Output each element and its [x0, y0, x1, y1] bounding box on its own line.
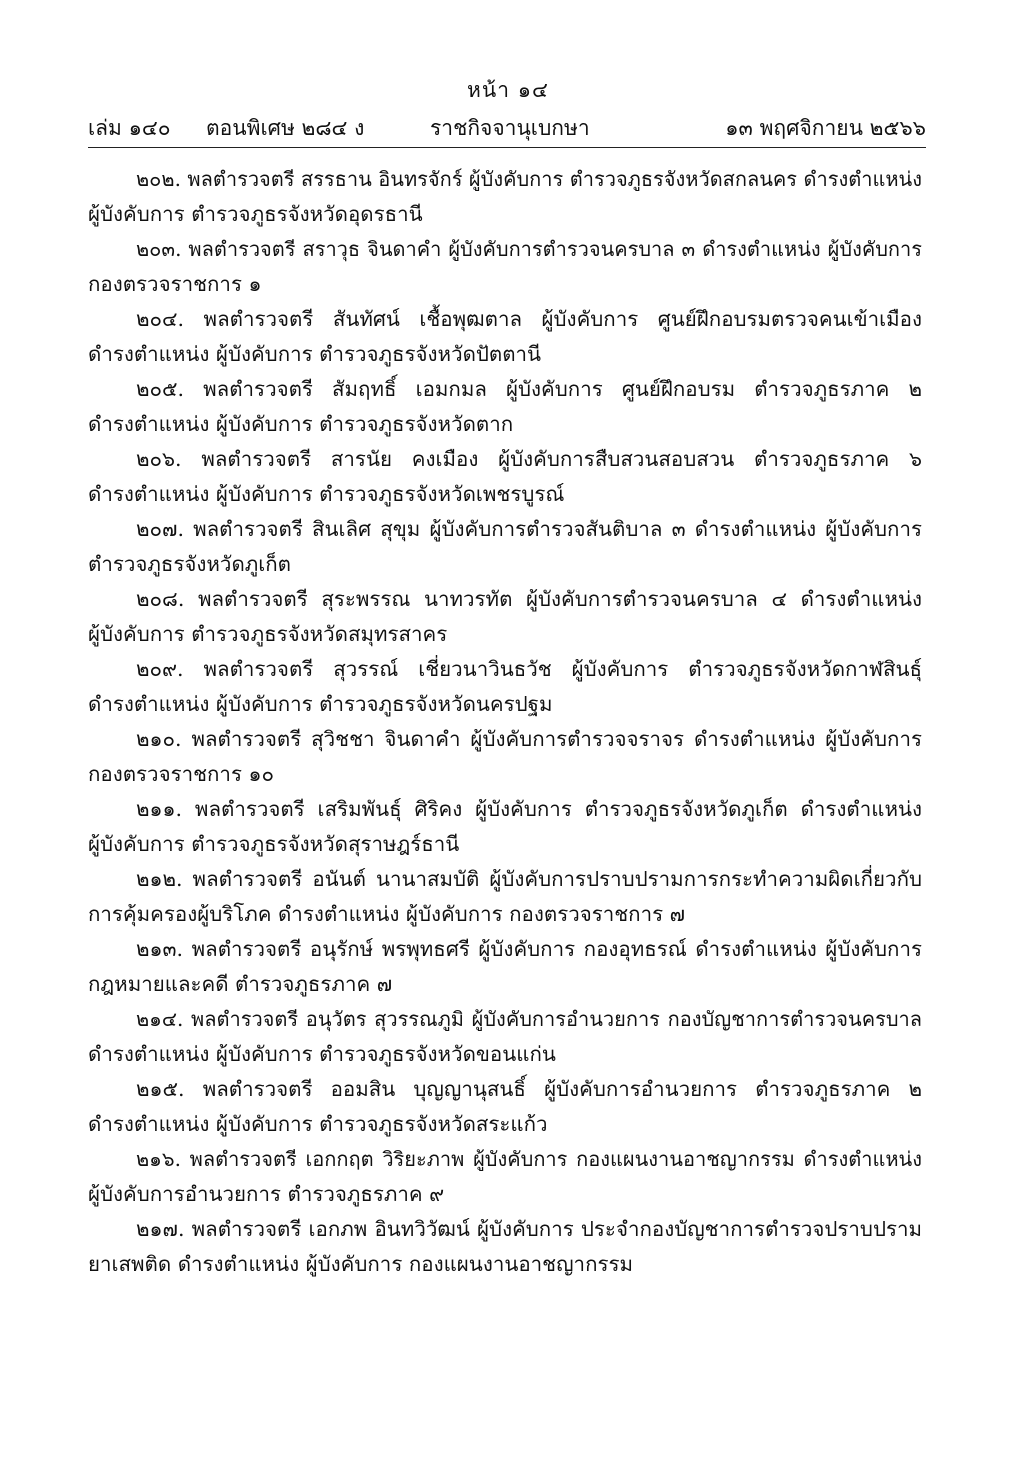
entry-continuation-line: กองตรวจราชการ ๑	[88, 272, 262, 296]
entry-continuation-line: ดำรงตำแหน่ง ผู้บังคับการ ตำรวจภูธรจังหวัดขอนแก่น	[88, 1042, 556, 1066]
appointment-entry	[88, 442, 922, 512]
entry-first-line: ๒๐๖. พลตำรวจตรี สารนัย คงเมือง ผู้บังคับการสืบสวนสอบสวน ตำรวจภูธรภาค ๖	[136, 447, 922, 471]
entry-continuation-line: ดำรงตำแหน่ง ผู้บังคับการ ตำรวจภูธรจังหวัดเพชรบูรณ์	[88, 482, 565, 506]
appointment-entry	[88, 582, 922, 652]
appointment-entry	[88, 1142, 922, 1212]
appointment-entry	[88, 372, 922, 442]
issue-label: ตอนพิเศษ ๒๘๔ ง	[206, 116, 365, 140]
publication-date: ๑๓ พฤศจิกายน ๒๕๖๖	[725, 116, 926, 140]
entry-first-line: ๒๐๕. พลตำรวจตรี สัมฤทธิ์ เอมกมล ผู้บังคับการ ศูนย์ฝึกอบรม ตำรวจภูธรภาค ๒	[136, 377, 922, 401]
publication-title: ราชกิจจานุเบกษา	[430, 116, 590, 140]
page-number: หน้า ๑๔	[467, 78, 549, 102]
entry-continuation-line: ตำรวจภูธรจังหวัดภูเก็ต	[88, 552, 291, 576]
appointment-entry	[88, 302, 922, 372]
entry-continuation-line: ดำรงตำแหน่ง ผู้บังคับการ ตำรวจภูธรจังหวัดสระแก้ว	[88, 1112, 548, 1136]
entry-first-line: ๒๐๓. พลตำรวจตรี สราวุธ จินดาคำ ผู้บังคับการตำรวจนครบาล ๓ ดำรงตำแหน่ง ผู้บังคับการ	[136, 237, 922, 261]
entry-first-line: ๒๑๔. พลตำรวจตรี อนุวัตร สุวรรณภูมิ ผู้บังคับการอำนวยการ กองบัญชาการตำรวจนครบาล	[136, 1007, 922, 1031]
appointment-entry	[88, 162, 922, 232]
entry-continuation-line: ผู้บังคับการ ตำรวจภูธรจังหวัดอุดรธานี	[88, 202, 423, 226]
entry-continuation-line: กฎหมายและคดี ตำรวจภูธรภาค ๗	[88, 972, 393, 996]
appointment-entry	[88, 1002, 922, 1072]
entry-first-line: ๒๑๐. พลตำรวจตรี สุวิชชา จินดาคำ ผู้บังคับการตำรวจจราจร ดำรงตำแหน่ง ผู้บังคับการ	[136, 727, 922, 751]
entry-continuation-line: การคุ้มครองผู้บริโภค ดำรงตำแหน่ง ผู้บังคับการ กองตรวจราชการ ๗	[88, 902, 686, 926]
entry-continuation-line: ผู้บังคับการ ตำรวจภูธรจังหวัดสมุทรสาคร	[88, 622, 448, 646]
appointment-entry	[88, 722, 922, 792]
volume-label: เล่ม ๑๔๐	[88, 116, 171, 140]
header-divider	[88, 147, 926, 148]
appointment-entry	[88, 932, 922, 1002]
entry-continuation-line: ยาเสพติด ดำรงตำแหน่ง ผู้บังคับการ กองแผนงานอาชญากรรม	[88, 1252, 634, 1276]
appointment-entry	[88, 1212, 922, 1282]
entry-first-line: ๒๐๒. พลตำรวจตรี สรรธาน อินทรจักร์ ผู้บังคับการ ตำรวจภูธรจังหวัดสกลนคร ดำรงตำแหน่ง	[136, 167, 922, 191]
entry-continuation-line: กองตรวจราชการ ๑๐	[88, 762, 274, 786]
appointment-entry	[88, 232, 922, 302]
entry-first-line: ๒๑๒. พลตำรวจตรี อนันต์ นานาสมบัติ ผู้บังคับการปราบปรามการกระทำความผิดเกี่ยวกับ	[136, 867, 922, 891]
entry-continuation-line: ผู้บังคับการอำนวยการ ตำรวจภูธรภาค ๙	[88, 1182, 445, 1206]
entry-first-line: ๒๑๖. พลตำรวจตรี เอกกฤต วิริยะภาพ ผู้บังคับการ กองแผนงานอาชญากรรม ดำรงตำแหน่ง	[136, 1147, 922, 1171]
appointment-entry	[88, 792, 922, 862]
appointment-entry	[88, 652, 922, 722]
entry-continuation-line: ผู้บังคับการ ตำรวจภูธรจังหวัดสุราษฎร์ธานี	[88, 832, 460, 856]
gazette-header	[88, 112, 926, 142]
entry-first-line: ๒๐๗. พลตำรวจตรี สินเลิศ สุขุม ผู้บังคับการตำรวจสันติบาล ๓ ดำรงตำแหน่ง ผู้บังคับการ	[136, 517, 922, 541]
appointment-list	[88, 162, 922, 1282]
entry-first-line: ๒๑๓. พลตำรวจตรี อนุรักษ์ พรพุทธศรี ผู้บังคับการ กองอุทธรณ์ ดำรงตำแหน่ง ผู้บังคับการ	[136, 937, 922, 961]
entry-continuation-line: ดำรงตำแหน่ง ผู้บังคับการ ตำรวจภูธรจังหวัดตาก	[88, 412, 514, 436]
entry-continuation-line: ดำรงตำแหน่ง ผู้บังคับการ ตำรวจภูธรจังหวัดปัตตานี	[88, 342, 542, 366]
entry-first-line: ๒๐๙. พลตำรวจตรี สุวรรณ์ เชี่ยวนาวินธวัช ผู้บังคับการ ตำรวจภูธรจังหวัดกาฬสินธุ์	[136, 657, 922, 681]
entry-first-line: ๒๐๘. พลตำรวจตรี สุระพรรณ นาทวรทัต ผู้บังคับการตำรวจนครบาล ๔ ดำรงตำแหน่ง	[136, 587, 922, 611]
appointment-entry	[88, 862, 922, 932]
entry-continuation-line: ดำรงตำแหน่ง ผู้บังคับการ ตำรวจภูธรจังหวัดนครปฐม	[88, 692, 553, 716]
appointment-entry	[88, 1072, 922, 1142]
entry-first-line: ๒๑๑. พลตำรวจตรี เสริมพันธุ์ ศิริคง ผู้บังคับการ ตำรวจภูธรจังหวัดภูเก็ต ดำรงตำแหน่ง	[136, 797, 922, 821]
entry-first-line: ๒๑๕. พลตำรวจตรี ออมสิน บุญญานุสนธิ์ ผู้บังคับการอำนวยการ ตำรวจภูธรภาค ๒	[136, 1077, 922, 1101]
entry-first-line: ๒๑๗. พลตำรวจตรี เอกภพ อินทวิวัฒน์ ผู้บังคับการ ประจำกองบัญชาการตำรวจปราบปราม	[136, 1217, 922, 1241]
appointment-entry	[88, 512, 922, 582]
entry-first-line: ๒๐๔. พลตำรวจตรี สันทัศน์ เชื้อพุฒตาล ผู้บังคับการ ศูนย์ฝึกอบรมตรวจคนเข้าเมือง	[136, 307, 922, 331]
